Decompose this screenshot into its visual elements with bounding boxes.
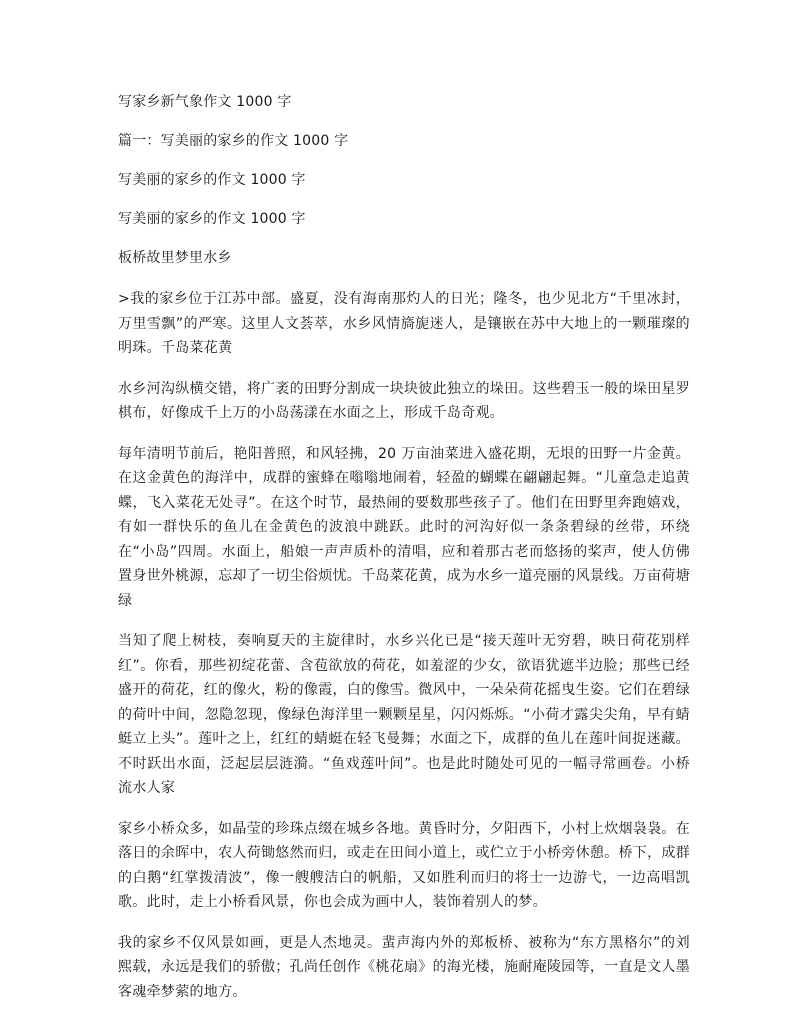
- subtitle: 写美丽的家乡的作文 1000 字: [118, 172, 306, 188]
- paragraph: 家乡小桥众多，如晶莹的珍珠点缀在城乡各地。黄昏时分，夕阳西下，小村上炊烟袅袅。在落日的余晖中，农人荷锄悠然而归，或走在田间小道上，或伫立于小桥旁休憩。桥下，成群的白鹅“红掌拨清波”，像一艘艘洁白的帆船，又如胜利而归的将士一边游弋，一边高唱凯歌。此时，走上小桥看风景，你也会成为画中人，装饰着别人的梦。: [118, 820, 690, 910]
- document-title: 写家乡新气象作文 1000 字: [118, 94, 292, 110]
- paragraph: 水乡河沟纵横交错，将广袤的田野分割成一块块彼此独立的垛田。这些碧玉一般的垛田星罗棋布，好像成千上万的小岛荡漾在水面之上，形成千岛奇观。: [118, 380, 690, 421]
- paragraph: >我的家乡位于江苏中部。盛夏，没有海南那灼人的日光；隆冬，也少见北方“千里冰封，万里雪飘”的严寒。这里人文荟萃，水乡风情旖旎迷人，是镶嵌在苏中大地上的一颗璀璨的明珠。千岛菜花黄: [118, 291, 690, 356]
- paragraph: 我的家乡不仅风景如画，更是人杰地灵。蜚声海内外的郑板桥、被称为“东方黑格尔”的刘熙载，永远是我们的骄傲；孔尚任创作《桃花扇》的海光楼，施耐庵陵园等，一直是文人墨客魂牵梦萦的地方。: [118, 934, 690, 1000]
- paragraph: 当知了爬上树枝，奏响夏天的主旋律时，水乡兴化已是“接天莲叶无穷碧，映日荷花别样红”。你看，那些初绽花蕾、含苞欲放的荷花，如羞涩的少女，欲语犹遮半边脸；那些已经盛开的荷花，红的像火，粉的像霞，白的像雪。微风中，一朵朵荷花摇曳生姿。它们在碧绿的荷叶中间，忽隐忽现，像绿色海洋里一颗颗星星，闪闪烁烁。“小荷才露尖尖角，早有蜻蜓立上头”。莲叶之上，红红的蜻蜓在轻飞曼舞；水面之下，成群的鱼儿在莲叶间捉迷藏。不时跃出水面，泛起层层涟漪。“鱼戏莲叶间”。也是此时随处可见的一幅寻常画卷。小桥流水人家: [118, 633, 690, 796]
- section-heading: 篇一：写美丽的家乡的作文 1000 字: [118, 133, 349, 149]
- subtitle: 写美丽的家乡的作文 1000 字: [118, 211, 306, 227]
- paragraph: 每年清明节前后，艳阳普照，和风轻拂，20 万亩油菜进入盛花期，无垠的田野一片金黄。在这金黄色的海洋中，成群的蜜蜂在嗡嗡地闹着，轻盈的蝴蝶在翩翩起舞。“儿童急走追黄蝶，飞入菜花无处寻”。在这个时节，最热闹的要数那些孩子了。他们在田野里奔跑嬉戏，有如一群快乐的鱼儿在金黄色的波浪中跳跃。此时的河沟好似一条条碧绿的丝带，环绕在“小岛”四周。水面上，船娘一声声质朴的清唱，应和着那古老而悠扬的桨声，使人仿佛置身世外桃源，忘却了一切尘俗烦忧。千岛菜花黄，成为水乡一道亮丽的风景线。万亩荷塘绿: [118, 445, 690, 609]
- essay-title: 板桥故里梦里水乡: [118, 250, 232, 266]
